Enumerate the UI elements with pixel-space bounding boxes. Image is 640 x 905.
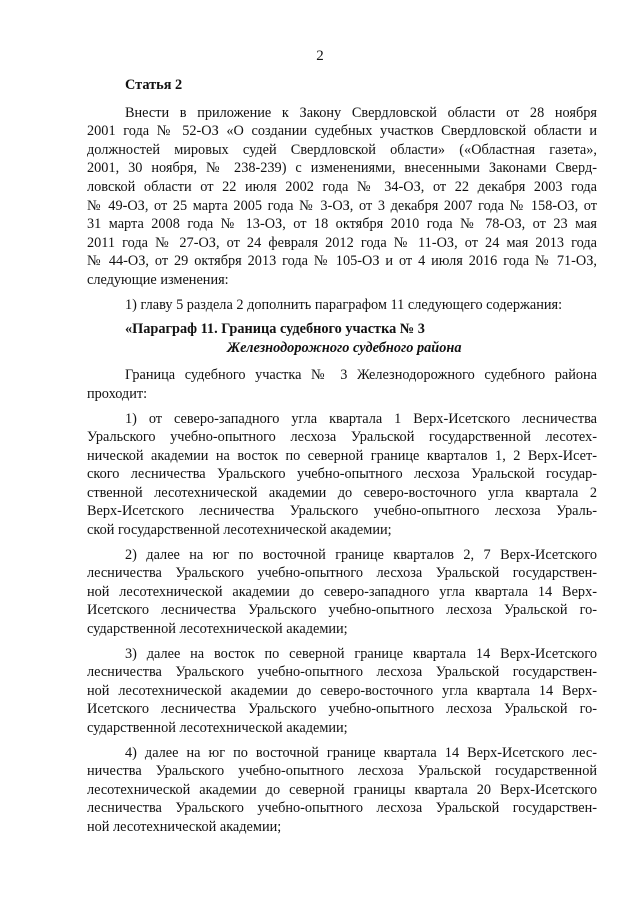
document-body <box>87 76 597 843</box>
text-line: сударственной лесотехнической академии; <box>87 621 348 638</box>
text-line: Уральского учебно-опытного лесхоза Уральской государственной лесотех- <box>87 429 597 446</box>
text-line: ной лесотехнической академии до северо-западного угла квартала 14 Верх- <box>87 583 597 600</box>
text-line: ственной лесотехнической академии до северо-восточного угла квартала 2 <box>87 484 597 501</box>
boundary-intro-paragraph <box>87 366 597 403</box>
text-line: 2) далее на юг по восточной границе кварталов 2, 7 Верх-Исетского <box>125 546 597 563</box>
paragraph-heading-line1: «Параграф 11. Граница судебного участка № 3 <box>125 321 425 338</box>
paragraph-heading-line2: Железнодорожного судебного района <box>227 339 462 356</box>
text-line: ничества Уральского учебно-опытного лесхоза Уральской государственной <box>87 763 597 780</box>
text-line: следующие изменения: <box>87 271 229 288</box>
text-line: Верх-Исетского лесничества Уральского учебно-опытного лесхоза Ураль- <box>87 503 597 520</box>
text-line: 2011 года № 27-ОЗ, от 24 февраля 2012 года № 11-ОЗ, от 24 мая 2013 года <box>87 234 597 251</box>
boundary-point-1 <box>87 410 597 540</box>
text-line: Исетского лесничества Уральского учебно-опытного лесхоза Уральской го- <box>87 602 597 619</box>
text-line: 31 марта 2008 года № 13-ОЗ, от 18 октября 2010 года № 78-ОЗ, от 23 мая <box>87 216 597 233</box>
text-line: 2001 года № 52-ОЗ «О создании судебных участков Свердловской области и <box>87 123 597 140</box>
boundary-point-3 <box>87 645 597 738</box>
text-line: ной лесотехнической академии; <box>87 818 282 835</box>
text-line: лесничества Уральского учебно-опытного лесхоза Уральской государствен- <box>87 800 597 817</box>
text-line: № 49-ОЗ, от 25 марта 2005 года № 3-ОЗ, от 3 декабря 2007 года № 158-ОЗ, от <box>87 197 597 214</box>
intro-paragraph <box>87 104 597 290</box>
text-line: лесничества Уральского учебно-опытного лесхоза Уральской государствен- <box>87 664 597 681</box>
text-line: Внести в приложение к Закону Свердловской области от 28 ноября <box>125 104 597 121</box>
text-line: лесотехнической академии до северной границы квартала 20 Верх-Исетского <box>87 781 597 798</box>
text-line: должностей мировых судей Свердловской области» («Областная газета», <box>87 141 597 158</box>
article-heading: Статья 2 <box>125 77 183 93</box>
text-line: Граница судебного участка № 3 Железнодорожного судебного района <box>125 367 597 384</box>
boundary-point-2 <box>87 546 597 639</box>
text-line: ловской области от 22 июля 2002 года № 34-ОЗ, от 22 декабря 2003 года <box>87 178 597 195</box>
text-line: 3) далее на восток по северной границе квартала 14 Верх-Исетского <box>125 645 597 662</box>
text-line: ной лесотехнической академии до северо-восточного угла квартала 14 Верх- <box>87 682 597 699</box>
text-line: № 44-ОЗ, от 29 октября 2013 года № 105-ОЗ и от 4 июля 2016 года № 71-ОЗ, <box>87 253 597 270</box>
boundary-point-4 <box>87 744 597 837</box>
text-line: ского лесничества Уральского учебно-опытного лесхоза Уральской государ- <box>87 466 597 483</box>
text-line: сударственной лесотехнической академии; <box>87 720 348 736</box>
text-line: нической академии на восток по северной границе кварталов 1, 2 Верх-Исет- <box>87 447 597 464</box>
text-line: Исетского лесничества Уральского учебно-опытного лесхоза Уральской го- <box>87 701 597 718</box>
paragraph-heading <box>125 320 597 357</box>
text-line: лесничества Уральского учебно-опытного лесхоза Уральской государствен- <box>87 565 597 582</box>
item-one-paragraph <box>87 296 597 315</box>
text-line: 1) главу 5 раздела 2 дополнить параграфом 11 следующего содержания: <box>125 296 563 313</box>
page-number: 2 <box>316 48 324 64</box>
text-line: 1) от северо-западного угла квартала 1 Верх-Исетского лесничества <box>125 410 597 427</box>
text-line: 4) далее на юг по восточной границе квартала 14 Верх-Исетского лес- <box>125 744 597 761</box>
text-line: ской государственной лесотехнической академии; <box>87 522 392 539</box>
text-line: проходит: <box>87 385 148 402</box>
text-line: 2001, 30 ноября, № 238-239) с изменениями, внесенными Законами Сверд- <box>87 160 597 177</box>
